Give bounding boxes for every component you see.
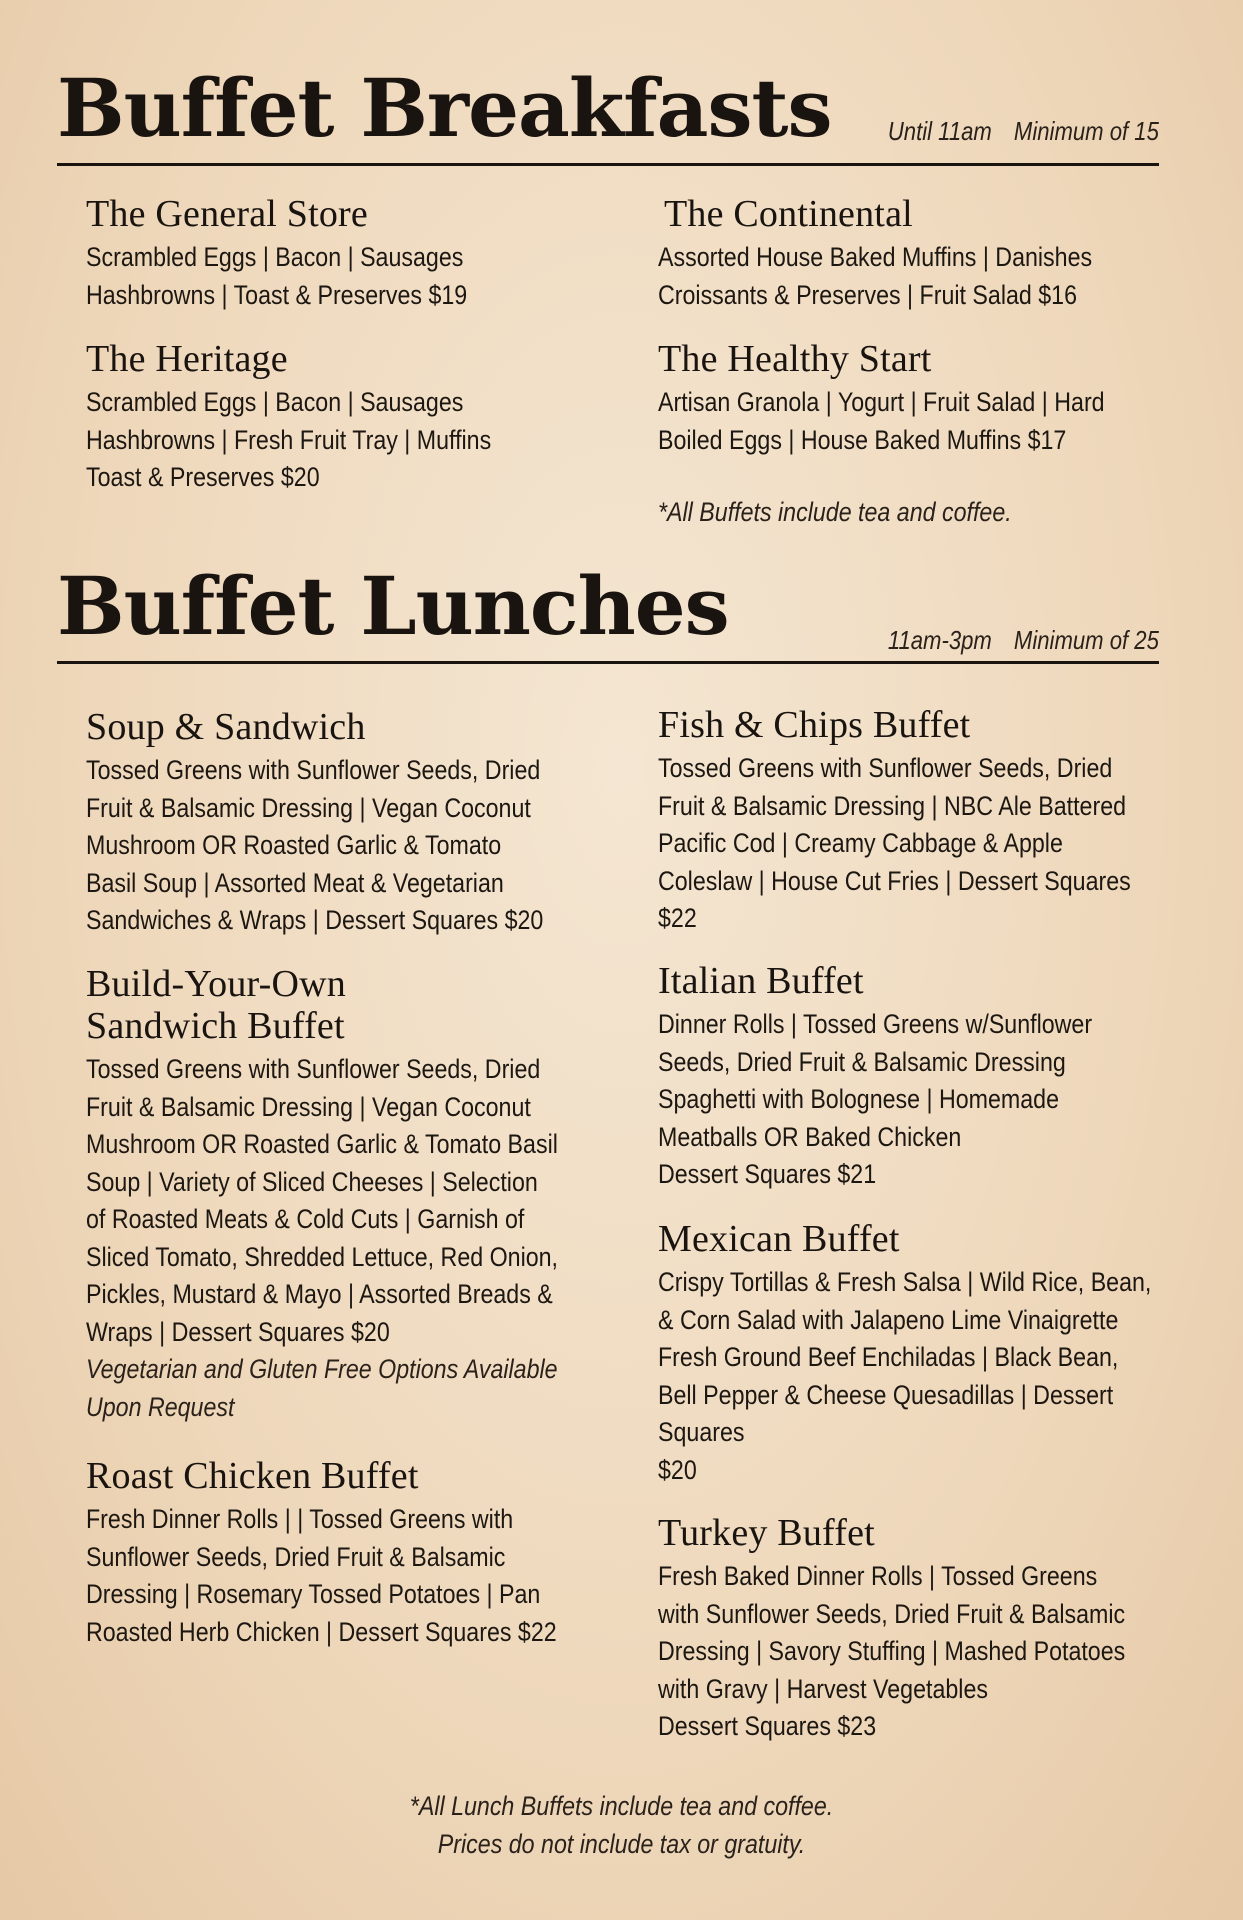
menu-item-description: Assorted House Baked Muffins | Danishes Croissants & Preserves | Fruit Salad $16	[658, 242, 1093, 310]
menu-item-name: Fish & Chips Buffet	[658, 704, 971, 746]
breakfast-note: *All Buffets include tea and coffee.	[658, 497, 1012, 527]
lunch-divider	[57, 661, 1159, 664]
menu-item-name: The Healthy Start	[658, 338, 932, 380]
menu-item-build-your-own	[86, 963, 606, 1426]
footer-line-tea-coffee: *All Lunch Buffets include tea and coffee.	[409, 1791, 834, 1821]
menu-item-name: The Heritage	[86, 338, 288, 380]
menu-item-description: Crispy Tortillas & Fresh Salsa | Wild Rice, Bean, & Corn Salad with Jalapeno Lime Vinaigrette Fresh Ground Beef Enchiladas | Black Bean, Bell Pepper & Cheese Quesadillas | Dessert Squares $20	[658, 1267, 1152, 1485]
menu-item-description: Tossed Greens with Sunflower Seeds, Dried Fruit & Balsamic Dressing | Vegan Coconut Mushroom OR Roasted Garlic & Tomato Basil Soup | Assorted Meat & Vegetarian Sandwiches & Wraps | Dessert Squares $20	[86, 755, 544, 935]
lunch-section-title: Buffet Lunches	[57, 559, 729, 653]
menu-item-italian	[658, 960, 1178, 1194]
menu-item-description: Scrambled Eggs | Bacon | Sausages Hashbrowns | Fresh Fruit Tray | Muffins Toast & Preserves $20	[86, 387, 492, 492]
menu-item-soup-sandwich	[86, 706, 606, 940]
menu-item-continental	[658, 193, 1178, 314]
lunch-footer	[0, 1787, 1243, 1863]
footer-line-tax: Prices do not include tax or gratuity.	[437, 1829, 806, 1859]
menu-item-fish-chips	[658, 704, 1178, 938]
menu-item-name: Turkey Buffet	[658, 1512, 875, 1554]
menu-item-mexican	[658, 1218, 1178, 1489]
menu-item-name: Soup & Sandwich	[86, 706, 366, 748]
menu-item-turkey	[658, 1512, 1178, 1746]
menu-item-name: Italian Buffet	[658, 960, 864, 1002]
menu-item-general-store	[86, 193, 606, 314]
lunch-minimum: Minimum of 25	[1014, 625, 1159, 655]
lunch-time: 11am-3pm	[887, 625, 992, 655]
menu-item-description: Tossed Greens with Sunflower Seeds, Dried Fruit & Balsamic Dressing | NBC Ale Battered Pacific Cod | Creamy Cabbage & Apple Coleslaw | House Cut Fries | Dessert Squares $22	[658, 753, 1131, 933]
menu-item-description: Scrambled Eggs | Bacon | Sausages Hashbrowns | Toast & Preserves $19	[86, 242, 468, 310]
menu-item-healthy-start	[658, 338, 1178, 459]
menu-item-description: Fresh Dinner Rolls | | Tossed Greens with Sunflower Seeds, Dried Fruit & Balsamic Dressing | Rosemary Tossed Potatoes | Pan Roasted Herb Chicken | Dessert Squares $22	[86, 1504, 557, 1647]
menu-item-name: Roast Chicken Buffet	[86, 1455, 419, 1497]
menu-item-name: The Continental	[664, 193, 913, 235]
menu-item-description: Artisan Granola | Yogurt | Fruit Salad | Hard Boiled Eggs | House Baked Muffins $17	[658, 387, 1105, 455]
breakfast-minimum: Minimum of 15	[1014, 116, 1159, 146]
menu-item-description: Dinner Rolls | Tossed Greens w/Sunflower Seeds, Dried Fruit & Balsamic Dressing Spaghetti with Bolognese | Homemade Meatballs OR Baked Chicken Dessert Squares $21	[658, 1009, 1093, 1189]
menu-item-roast-chicken	[86, 1455, 606, 1651]
breakfast-time: Until 11am	[887, 116, 992, 146]
menu-item-name: Mexican Buffet	[658, 1218, 900, 1260]
menu-item-heritage	[86, 338, 606, 497]
breakfast-divider	[57, 163, 1159, 166]
menu-item-note: Vegetarian and Gluten Free Options Available Upon Request	[86, 1354, 558, 1422]
lunch-meta	[888, 625, 1159, 656]
menu-item-name: Build-Your-Own Sandwich Buffet	[86, 963, 346, 1047]
breakfast-section-title: Buffet Breakfasts	[57, 61, 832, 155]
menu-item-description: Tossed Greens with Sunflower Seeds, Dried Fruit & Balsamic Dressing | Vegan Coconut Mushroom OR Roasted Garlic & Tomato Basil Soup | Variety of Sliced Cheeses | Selection of Roasted Meats & Cold Cuts | Garnish of Sliced Tomato, Shredded Lettuce, Red Onion, Pickles, Mustard & Mayo | Assorted Breads & Wraps | Dessert Squares $20	[86, 1054, 559, 1347]
menu-item-name: The General Store	[86, 193, 368, 235]
breakfast-meta	[888, 116, 1159, 147]
menu-item-description: Fresh Baked Dinner Rolls | Tossed Greens with Sunflower Seeds, Dried Fruit & Balsamic Dressing | Savory Stuffing | Mashed Potatoes with Gravy | Harvest Vegetables Dessert Squares $23	[658, 1561, 1126, 1741]
